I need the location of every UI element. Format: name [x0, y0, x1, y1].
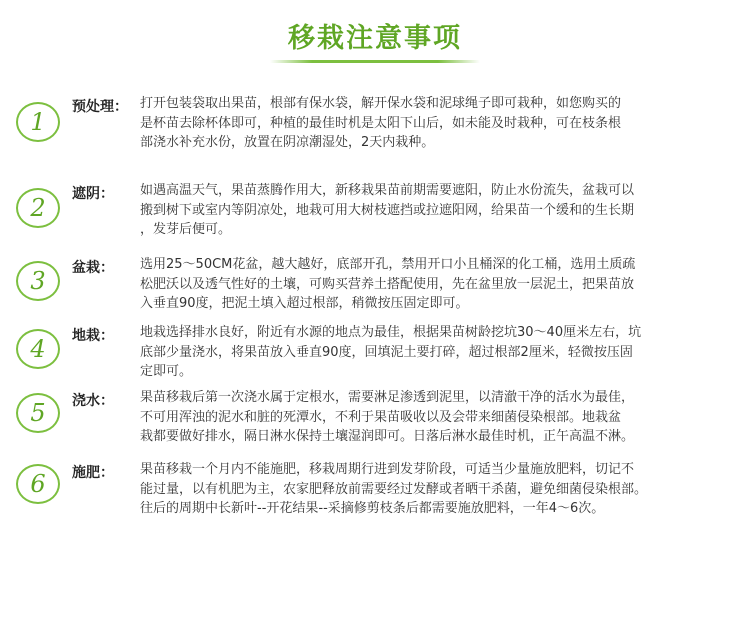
text-line: 地栽选择排水良好，附近有水源的地点为最佳，根据果苗树龄挖坑30～40厘米左右，坑 [140, 325, 642, 340]
item-label: 地栽： [72, 328, 114, 344]
number-badge: 1 [16, 102, 60, 142]
text-line: ，发芽后便可。 [140, 222, 232, 237]
text-line: 松肥沃以及透气性好的土壤，可购买营养土搭配使用，先在盆里放一层泥土，把果苗放 [140, 276, 635, 292]
text-line: 搬到树下或室内等阴凉处，地栽可用大树枝遮挡或拉遮阳网，给果苗一个缓和的生长期 [140, 202, 635, 218]
text-line: 选用25～50CM花盆，越大越好，底部开孔，禁用开口小且桶深的化工桶，选用土质疏 [140, 257, 636, 272]
number-badge: 6 [16, 464, 60, 504]
text-line: 部浇水补充水份，放置在阴凉潮湿处，2天内栽种。 [140, 135, 435, 150]
item-text [140, 323, 715, 382]
item-label: 预处理： [72, 99, 128, 115]
title-underline [270, 60, 480, 63]
text-line: 底部少量浇水，将果苗放入垂直90度，回填泥土要打碎，超过根部2厘米，轻微按压固 [140, 344, 633, 360]
item-label: 盆栽： [72, 260, 114, 276]
item-label: 遮阴： [72, 186, 114, 202]
text-line: 打开包装袋取出果苗，根部有保水袋，解开保水袋和泥球绳子即可栽种，如您购买的 [140, 96, 622, 111]
text-line: 果苗移栽后第一次浇水属于定根水，需要淋足渗透到泥里，以清澈干净的活水为最佳， [140, 390, 635, 405]
text-line: 定即可。 [140, 364, 193, 379]
text-line: 是杯苗去除杯体即可，种植的最佳时机是太阳下山后，如未能及时栽种，可在枝条根 [140, 115, 622, 131]
item-text [140, 460, 715, 519]
text-line: 栽都要做好排水，隔日淋水保持土壤湿润即可。日落后淋水最佳时机，正午高温不淋。 [140, 429, 635, 444]
text-line: 不可用浑浊的泥水和脏的死潭水，不利于果苗吸收以及会带来细菌侵染根部。地栽盆 [140, 409, 622, 425]
text-line: 果苗移栽一个月内不能施肥，移栽周期行进到发芽阶段，可适当少量施放肥料，切记不 [140, 462, 635, 477]
number-badge: 5 [16, 393, 60, 433]
item-text [140, 94, 715, 153]
item-label: 浇水： [72, 393, 114, 409]
text-line: 往后的周期中长新叶--开花结果--采摘修剪枝条后都需要施放肥料，一年4～6次。 [140, 501, 605, 516]
text-line: 如遇高温天气，果苗蒸腾作用大，新移栽果苗前期需要遮阳，防止水份流失，盆栽可以 [140, 183, 635, 198]
item-text [140, 255, 715, 314]
item-text [140, 181, 715, 240]
item-text [140, 388, 715, 447]
item-label: 施肥： [72, 465, 114, 481]
number-badge: 3 [16, 261, 60, 301]
text-line: 入垂直90度，把泥土填入超过根部，稍微按压固定即可。 [140, 296, 469, 311]
number-badge: 4 [16, 329, 60, 369]
number-badge: 2 [16, 188, 60, 228]
text-line: 能过量，以有机肥为主，农家肥释放前需要经过发酵或者晒干杀菌，避免细菌侵染根部。 [140, 481, 648, 497]
page-title: 移栽注意事项 [288, 23, 462, 54]
